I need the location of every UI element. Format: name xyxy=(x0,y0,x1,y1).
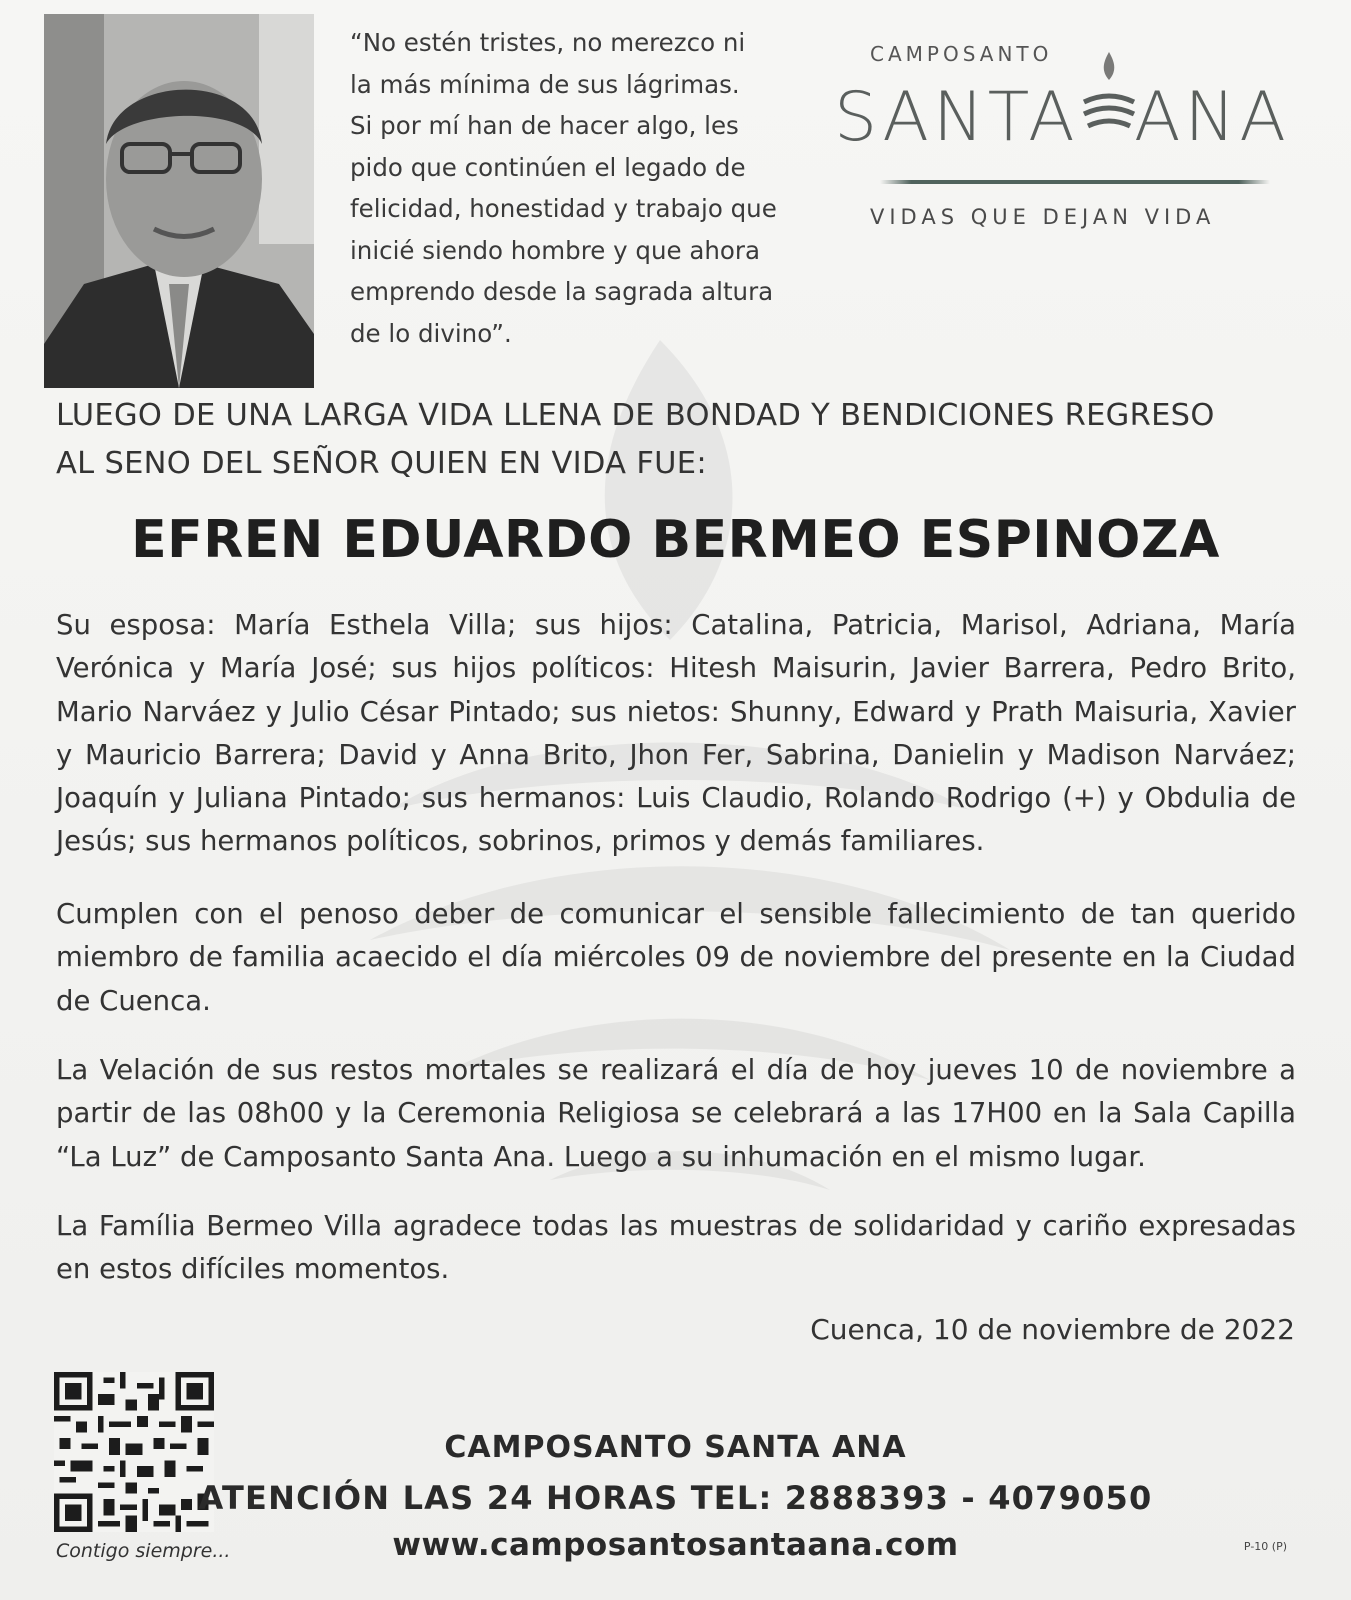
footer-company-name: CAMPOSANTO SANTA ANA xyxy=(444,1430,907,1465)
deceased-name: EFREN EDUARDO BERMEO ESPINOZA xyxy=(131,510,1220,570)
logo-wordmark xyxy=(834,78,1290,168)
deceased-photo xyxy=(44,14,314,388)
logo-word-left: SANTA xyxy=(834,78,1079,157)
thanks-paragraph: La Família Bermeo Villa agradece todas las muestras de solidaridad y cariño expresadas en estos difíciles momentos. xyxy=(56,1210,1296,1286)
intro-text: LUEGO DE UNA LARGA VIDA LLENA DE BONDAD Y BENDICIONES REGRESO AL SENO DEL SEÑOR QUIEN EN VIDA FUE: xyxy=(56,398,1215,481)
footer-website-link[interactable]: www.camposantosantaana.com xyxy=(392,1527,959,1563)
footer-phone[interactable]: ATENCIÓN LAS 24 HORAS TEL: 2888393 - 4079050 xyxy=(198,1479,1153,1517)
logo-word-right: ANA xyxy=(1134,78,1290,157)
family-paragraph: Su esposa: María Esthela Villa; sus hijos: Catalina, Patricia, Marisol, Adriana, María Verónica y María José; sus hijos políticos: Hitesh Maisurin, Javier Barrera, Pedro Brito, Mario Narváez y Julio César Pintado; sus nietos: Shunny, Edward y Prath Maisuria, Xavier y Mauricio Barrera; David y Anna Brito, Jhon Fer, Sabrina, Danielin y Madison Narváez; Joaquín y Juliana Pintado; sus hermanos: Luis Claudio, Rolando Rodrigo (+) y Obdulia de Jesús; sus hermanos políticos, sobrinos, primos y demás familiares. xyxy=(56,609,1296,858)
logo-tagline: VIDAS QUE DEJAN VIDA xyxy=(870,205,1216,229)
epitaph-quote: “No estén tristes, no merezco ni la más mínima de sus lágrimas. Si por mí han de hacer algo, les pido que continúen el legado de felicidad, honestidad y trabajo que inicié siendo hombre y que ahora emprendo desde la sagrada altura de lo divino”. xyxy=(350,28,777,348)
flame-logo-icon xyxy=(1080,52,1138,142)
document-code: P-10 (P) xyxy=(1243,1540,1287,1553)
announcement-paragraph: Cumplen con el penoso deber de comunicar el sensible fallecimiento de tan querido miembro de familia acaecido el día miércoles 09 de noviembre del presente en la Ciudad de Cuenca. xyxy=(56,898,1296,1017)
date-line: Cuenca, 10 de noviembre de 2022 xyxy=(810,1313,1295,1346)
motto-text: Contigo siempre... xyxy=(56,1540,231,1562)
services-paragraph: La Velación de sus restos mortales se realizará el día de hoy jueves 10 de noviembre a partir de las 08h00 y la Ceremonia Religiosa se celebrará a las 17H00 en la Sala Capilla “La Luz” de Camposanto Santa Ana. Luego a su inhumación en el mismo lugar. xyxy=(56,1054,1296,1173)
logo-top-text: CAMPOSANTO xyxy=(870,42,1053,66)
logo-divider xyxy=(880,180,1270,184)
camposanto-logo xyxy=(834,38,1308,238)
